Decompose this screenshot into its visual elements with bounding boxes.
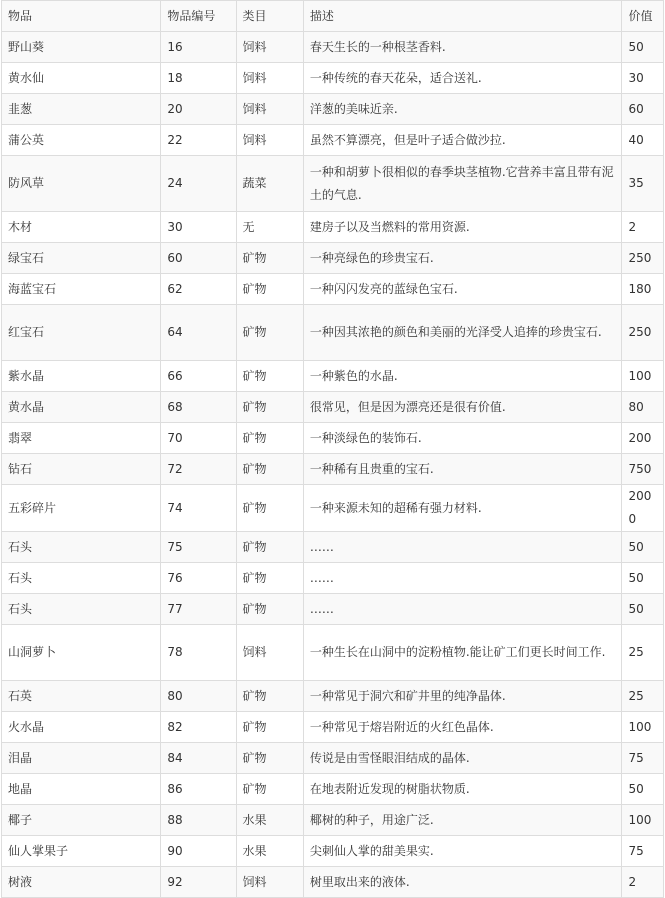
cell-value: 40 <box>622 125 664 156</box>
cell-category: 矿物 <box>236 305 303 361</box>
cell-name: 钻石 <box>2 454 161 485</box>
header-value: 价值 <box>622 1 664 32</box>
cell-id: 72 <box>161 454 236 485</box>
cell-description: 建房子以及当燃料的常用资源. <box>303 212 622 243</box>
table-row <box>2 743 664 774</box>
cell-category: 矿物 <box>236 712 303 743</box>
cell-name: 防风草 <box>2 156 161 212</box>
cell-value: 30 <box>622 63 664 94</box>
cell-description: 一种亮绿色的珍贵宝石. <box>303 243 622 274</box>
cell-name: 石头 <box>2 594 161 625</box>
cell-name: 仙人掌果子 <box>2 836 161 867</box>
table-row <box>2 625 664 681</box>
cell-value: 50 <box>622 32 664 63</box>
cell-category: 矿物 <box>236 532 303 563</box>
cell-id: 20 <box>161 94 236 125</box>
cell-category: 蔬菜 <box>236 156 303 212</box>
cell-name: 石头 <box>2 532 161 563</box>
cell-description: 尖刺仙人掌的甜美果实. <box>303 836 622 867</box>
cell-value: 250 <box>622 243 664 274</box>
cell-value: 100 <box>622 712 664 743</box>
cell-id: 77 <box>161 594 236 625</box>
cell-id: 92 <box>161 867 236 898</box>
table-row <box>2 712 664 743</box>
table-row <box>2 423 664 454</box>
cell-category: 矿物 <box>236 392 303 423</box>
table-row <box>2 594 664 625</box>
table-row <box>2 305 664 361</box>
cell-category: 矿物 <box>236 774 303 805</box>
cell-description: 一种来源未知的超稀有强力材料. <box>303 485 622 532</box>
cell-description: 一种和胡萝卜很相似的春季块茎植物.它营养丰富且带有泥土的气息. <box>303 156 622 212</box>
cell-value: 50 <box>622 563 664 594</box>
cell-category: 矿物 <box>236 274 303 305</box>
cell-category: 无 <box>236 212 303 243</box>
cell-description: 一种紫色的水晶. <box>303 361 622 392</box>
cell-description: 一种稀有且贵重的宝石. <box>303 454 622 485</box>
table-row <box>2 156 664 212</box>
cell-description: 洋葱的美味近亲. <box>303 94 622 125</box>
table-row <box>2 63 664 94</box>
cell-id: 68 <box>161 392 236 423</box>
cell-name: 黄水仙 <box>2 63 161 94</box>
cell-id: 18 <box>161 63 236 94</box>
cell-name: 石头 <box>2 563 161 594</box>
cell-value: 25 <box>622 681 664 712</box>
cell-description: 一种因其浓艳的颜色和美丽的光泽受人追捧的珍贵宝石. <box>303 305 622 361</box>
cell-value: 2 <box>622 212 664 243</box>
table-row <box>2 212 664 243</box>
cell-id: 66 <box>161 361 236 392</box>
table-header <box>2 1 664 32</box>
cell-category: 饲料 <box>236 867 303 898</box>
table-row <box>2 532 664 563</box>
cell-name: 海蓝宝石 <box>2 274 161 305</box>
cell-description: 一种淡绿色的装饰石. <box>303 423 622 454</box>
cell-description: 春天生长的一种根茎香料. <box>303 32 622 63</box>
cell-value: 2000 <box>622 485 664 532</box>
cell-value: 100 <box>622 361 664 392</box>
cell-category: 饲料 <box>236 32 303 63</box>
cell-name: 石英 <box>2 681 161 712</box>
cell-description: 一种常见于洞穴和矿井里的纯净晶体. <box>303 681 622 712</box>
cell-value: 2 <box>622 867 664 898</box>
cell-name: 红宝石 <box>2 305 161 361</box>
cell-id: 76 <box>161 563 236 594</box>
cell-description: 很常见，但是因为漂亮还是很有价值. <box>303 392 622 423</box>
table-row <box>2 805 664 836</box>
cell-value: 25 <box>622 625 664 681</box>
item-table <box>1 0 664 898</box>
cell-name: 蒲公英 <box>2 125 161 156</box>
cell-id: 88 <box>161 805 236 836</box>
cell-category: 矿物 <box>236 361 303 392</box>
cell-value: 50 <box>622 532 664 563</box>
header-category: 类目 <box>236 1 303 32</box>
cell-name: 椰子 <box>2 805 161 836</box>
table-row <box>2 32 664 63</box>
cell-category: 矿物 <box>236 485 303 532</box>
cell-name: 韭葱 <box>2 94 161 125</box>
cell-category: 矿物 <box>236 594 303 625</box>
cell-category: 饲料 <box>236 94 303 125</box>
cell-value: 750 <box>622 454 664 485</box>
cell-id: 78 <box>161 625 236 681</box>
table-row <box>2 681 664 712</box>
cell-id: 30 <box>161 212 236 243</box>
table-row <box>2 454 664 485</box>
cell-value: 80 <box>622 392 664 423</box>
header-row <box>2 1 664 32</box>
table-row <box>2 867 664 898</box>
cell-id: 22 <box>161 125 236 156</box>
cell-name: 山洞萝卜 <box>2 625 161 681</box>
cell-value: 75 <box>622 743 664 774</box>
cell-description: …… <box>303 594 622 625</box>
cell-description: 树里取出来的液体. <box>303 867 622 898</box>
table-row <box>2 125 664 156</box>
cell-category: 矿物 <box>236 243 303 274</box>
cell-category: 饲料 <box>236 125 303 156</box>
cell-description: 一种传统的春天花朵，适合送礼. <box>303 63 622 94</box>
cell-value: 75 <box>622 836 664 867</box>
cell-id: 74 <box>161 485 236 532</box>
cell-name: 泪晶 <box>2 743 161 774</box>
table-row <box>2 836 664 867</box>
table-row <box>2 392 664 423</box>
cell-description: 一种闪闪发亮的蓝绿色宝石. <box>303 274 622 305</box>
cell-id: 80 <box>161 681 236 712</box>
cell-description: …… <box>303 532 622 563</box>
cell-name: 五彩碎片 <box>2 485 161 532</box>
cell-id: 84 <box>161 743 236 774</box>
cell-category: 水果 <box>236 836 303 867</box>
table-body <box>2 32 664 898</box>
cell-id: 90 <box>161 836 236 867</box>
cell-value: 35 <box>622 156 664 212</box>
cell-id: 82 <box>161 712 236 743</box>
cell-value: 60 <box>622 94 664 125</box>
cell-description: 一种常见于熔岩附近的火红色晶体. <box>303 712 622 743</box>
cell-category: 饲料 <box>236 625 303 681</box>
cell-id: 64 <box>161 305 236 361</box>
cell-value: 250 <box>622 305 664 361</box>
table-row <box>2 563 664 594</box>
cell-value: 180 <box>622 274 664 305</box>
cell-id: 16 <box>161 32 236 63</box>
cell-description: 在地表附近发现的树脂状物质. <box>303 774 622 805</box>
table-row <box>2 94 664 125</box>
cell-id: 62 <box>161 274 236 305</box>
cell-name: 野山葵 <box>2 32 161 63</box>
table-row <box>2 243 664 274</box>
cell-description: 一种生长在山洞中的淀粉植物.能让矿工们更长时间工作. <box>303 625 622 681</box>
cell-description: 椰树的种子，用途广泛. <box>303 805 622 836</box>
cell-id: 75 <box>161 532 236 563</box>
cell-name: 火水晶 <box>2 712 161 743</box>
cell-name: 地晶 <box>2 774 161 805</box>
cell-id: 86 <box>161 774 236 805</box>
header-description: 描述 <box>303 1 622 32</box>
cell-category: 矿物 <box>236 454 303 485</box>
cell-id: 70 <box>161 423 236 454</box>
table-row <box>2 361 664 392</box>
header-id: 物品编号 <box>161 1 236 32</box>
header-name: 物品 <box>2 1 161 32</box>
cell-description: 虽然不算漂亮，但是叶子适合做沙拉. <box>303 125 622 156</box>
cell-name: 绿宝石 <box>2 243 161 274</box>
cell-value: 50 <box>622 594 664 625</box>
cell-id: 60 <box>161 243 236 274</box>
cell-category: 矿物 <box>236 743 303 774</box>
table-row <box>2 774 664 805</box>
cell-id: 24 <box>161 156 236 212</box>
cell-value: 200 <box>622 423 664 454</box>
cell-category: 饲料 <box>236 63 303 94</box>
cell-name: 黄水晶 <box>2 392 161 423</box>
cell-category: 矿物 <box>236 681 303 712</box>
table-row <box>2 485 664 532</box>
cell-value: 50 <box>622 774 664 805</box>
cell-category: 矿物 <box>236 563 303 594</box>
cell-description: …… <box>303 563 622 594</box>
cell-description: 传说是由雪怪眼泪结成的晶体. <box>303 743 622 774</box>
cell-name: 紫水晶 <box>2 361 161 392</box>
cell-name: 木材 <box>2 212 161 243</box>
cell-value: 100 <box>622 805 664 836</box>
cell-name: 树液 <box>2 867 161 898</box>
table-row <box>2 274 664 305</box>
cell-category: 矿物 <box>236 423 303 454</box>
cell-name: 翡翠 <box>2 423 161 454</box>
cell-category: 水果 <box>236 805 303 836</box>
